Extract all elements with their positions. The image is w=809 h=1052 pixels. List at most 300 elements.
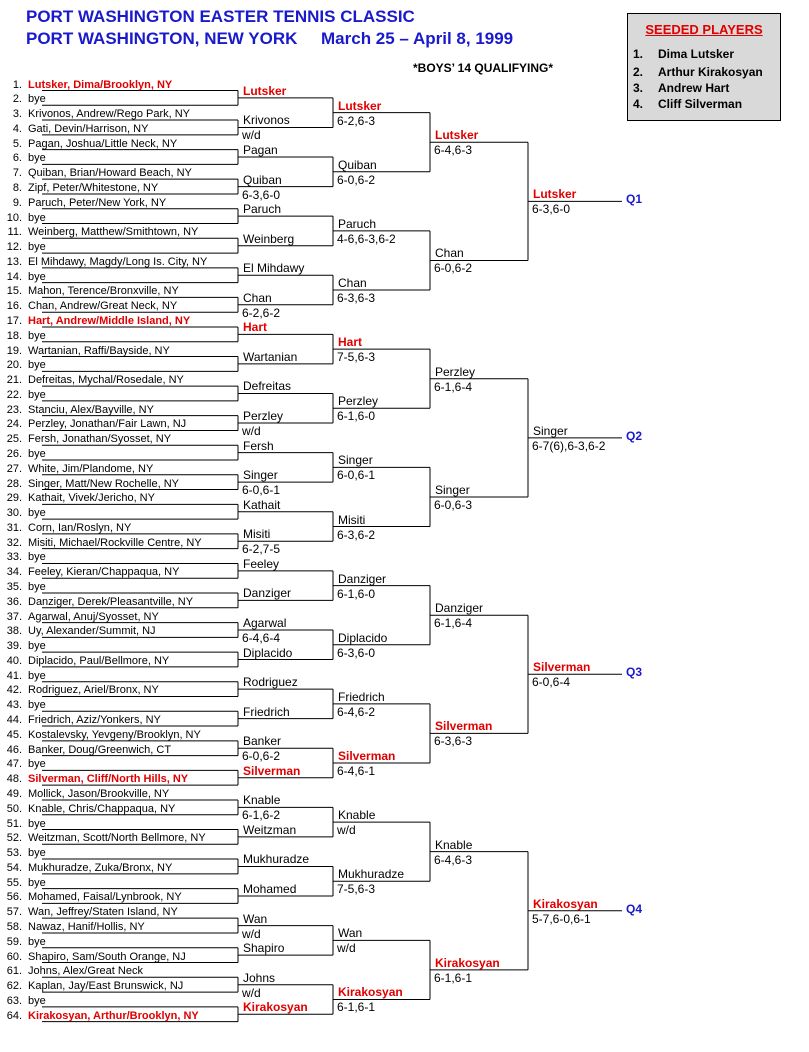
seed-number: 3.	[633, 81, 644, 95]
match-winner: Knable	[338, 808, 376, 823]
entry-name: bye	[28, 448, 46, 460]
match-winner: Fersh	[243, 438, 274, 453]
entry-name: Johns, Alex/Great Neck	[28, 965, 143, 978]
draw-entry	[4, 818, 46, 831]
entry-number: 29.	[6, 492, 22, 505]
seed-name: Cliff Silverman	[658, 97, 743, 111]
entry-number: 30.	[6, 507, 22, 520]
draw-entry	[4, 374, 184, 387]
entry-name: Defreitas, Mychal/Rosedale, NY	[28, 374, 184, 387]
match-score: 6-1,6-1	[434, 970, 473, 985]
match-score: 6-1,6-1	[337, 1000, 376, 1015]
entry-number: 58.	[6, 920, 22, 933]
match-winner: Knable	[243, 793, 281, 808]
entry-number: 9.	[12, 196, 22, 209]
qualifier-label: Q1	[626, 192, 643, 207]
match-winner: Wartanian	[243, 349, 298, 364]
entry-name: Paruch, Peter/New York, NY	[28, 196, 167, 209]
entry-number: 14.	[6, 270, 22, 283]
entry-number: 3.	[12, 108, 22, 121]
match-winner: Pagan	[243, 143, 278, 157]
match-winner: Mukhuradze	[338, 867, 405, 882]
draw-entry	[4, 951, 186, 964]
draw-entry	[4, 492, 155, 505]
entry-number: 60.	[6, 950, 22, 963]
entry-name: bye	[28, 640, 46, 653]
qualifier-label: Q2	[626, 428, 643, 443]
match-score: 6-4,6-1	[337, 763, 376, 778]
entry-number: 62.	[6, 980, 22, 993]
match-winner: Weinberg	[243, 231, 295, 246]
entry-name: Friedrich, Aziz/Yonkers, NY	[28, 714, 161, 727]
entry-number: 54.	[6, 861, 22, 874]
entry-number: 49.	[6, 787, 22, 800]
match-winner: Kirakosyan	[338, 985, 403, 1000]
match-winner: Singer	[243, 468, 278, 483]
draw-entry	[4, 877, 46, 890]
draw-entry	[4, 655, 169, 668]
entry-number: 20.	[6, 359, 22, 372]
draw-subtitle: *BOYS’ 14 QUALIFYING*	[413, 61, 554, 75]
entry-name: Wartanian, Raffi/Bayside, NY	[28, 344, 170, 357]
draw-entry	[4, 226, 198, 239]
entry-name: bye	[28, 388, 46, 401]
draw-entry	[4, 522, 131, 535]
match-score: 6-0,6-1	[337, 468, 376, 483]
entry-number: 45.	[6, 728, 22, 741]
entry-number: 51.	[6, 817, 22, 830]
entry-number: 50.	[6, 802, 22, 815]
entry-name: Kathait, Vivek/Jericho, NY	[28, 492, 155, 505]
entry-name: Mohamed, Faisal/Lynbrook, NY	[28, 891, 182, 904]
entry-name: Shapiro, Sam/South Orange, NJ	[28, 950, 186, 963]
entry-name: El Mihdawy, Magdy/Long Is. City, NY	[28, 255, 208, 268]
match-winner: Kirakosyan	[435, 955, 500, 970]
draw-entry	[4, 921, 145, 934]
match-winner: Defreitas	[243, 379, 292, 394]
draw-entry	[4, 788, 169, 801]
seed-number: 2.	[633, 65, 644, 79]
entry-number: 31.	[6, 521, 22, 534]
entry-number: 10.	[6, 211, 22, 224]
entry-name: Danziger, Derek/Pleasantville, NY	[28, 595, 194, 608]
entry-name: Mahon, Terence/Bronxville, NY	[28, 285, 179, 298]
entry-name: bye	[28, 699, 46, 712]
match-score: 6-4,6-3	[434, 852, 473, 867]
entry-number: 53.	[6, 847, 22, 860]
entry-number: 35.	[6, 581, 22, 594]
draw-entry	[4, 862, 172, 875]
entry-name: Feeley, Kieran/Chappaqua, NY	[28, 566, 180, 579]
match-winner: Silverman	[435, 719, 493, 734]
draw-entry	[4, 315, 190, 328]
tournament-title: PORT WASHINGTON EASTER TENNIS CLASSIC	[26, 7, 415, 26]
match-score: 6-0,6-2	[434, 261, 473, 276]
match-winner: Krivonos	[243, 113, 290, 128]
entry-number: 21.	[6, 374, 22, 387]
match-winner: Wan	[338, 926, 363, 941]
qualifier-label: Q4	[626, 901, 643, 916]
entry-number: 42.	[6, 684, 22, 697]
draw-entry	[4, 670, 46, 683]
match-winner: Feeley	[243, 556, 280, 571]
match-score: 6-1,6-0	[337, 586, 376, 601]
tournament-location-dates: PORT WASHINGTON, NEW YORK March 25 – April 8, 1999	[26, 29, 514, 48]
entry-number: 47.	[6, 758, 22, 771]
match-score: 6-4,6-2	[337, 704, 376, 719]
match-winner: Quiban	[338, 157, 377, 172]
entry-name: bye	[28, 93, 46, 106]
draw-entry	[4, 936, 46, 949]
draw-entry	[4, 611, 159, 624]
match-winner: Kirakosyan	[533, 896, 598, 911]
draw-entry	[4, 418, 186, 431]
entry-number: 18.	[6, 329, 22, 342]
match-winner: Mohamed	[243, 882, 297, 896]
draw-entry	[4, 699, 46, 712]
draw-entry	[4, 285, 179, 298]
match-score: w/d	[242, 424, 261, 439]
match-winner: Wan	[243, 911, 268, 926]
draw-entry	[4, 478, 179, 491]
entry-name: Agarwal, Anuj/Syosset, NY	[28, 610, 159, 623]
entry-number: 17.	[6, 314, 22, 327]
match-winner: Paruch	[243, 202, 282, 217]
match-winner: Friedrich	[243, 704, 290, 719]
entry-number: 61.	[6, 965, 22, 978]
draw-entry	[4, 758, 46, 771]
draw-entry	[4, 389, 46, 402]
entry-number: 5.	[12, 137, 22, 150]
entry-number: 52.	[6, 832, 22, 845]
entry-name: bye	[28, 551, 46, 564]
draw-entry	[4, 684, 159, 697]
entry-number: 25.	[6, 433, 22, 446]
entry-name: Knable, Chris/Chappaqua, NY	[28, 802, 176, 815]
entry-number: 8.	[12, 181, 22, 194]
entry-number: 1.	[12, 78, 22, 91]
draw-entry	[4, 773, 188, 786]
match-winner: Perzley	[243, 409, 284, 424]
entry-name: bye	[28, 211, 46, 224]
match-winner: Diplacido	[243, 645, 293, 660]
match-winner: Lutsker	[338, 98, 382, 113]
entry-number: 40.	[6, 654, 22, 667]
match-score: 6-3,6-2	[337, 527, 376, 542]
entry-number: 24.	[6, 418, 22, 431]
draw-entry	[4, 463, 153, 476]
seed-name: Dima Lutsker	[658, 47, 735, 61]
match-score: 6-2,6-3	[337, 113, 376, 128]
match-winner: Shapiro	[243, 941, 285, 956]
seed-name: Arthur Kirakosyan	[658, 65, 763, 79]
draw-entry	[4, 625, 156, 638]
match-winner: Quiban	[243, 172, 282, 187]
match-winner: Singer	[533, 423, 568, 438]
entry-number: 4.	[12, 122, 22, 135]
draw-entry	[4, 212, 46, 225]
entry-number: 34.	[6, 566, 22, 579]
qualifier-label: Q3	[626, 665, 643, 680]
entry-number: 57.	[6, 906, 22, 919]
match-score: 6-2,6-2	[242, 305, 281, 320]
draw-entry	[4, 507, 46, 520]
draw-entry	[4, 980, 183, 993]
entry-number: 7.	[12, 167, 22, 180]
entry-name: bye	[28, 817, 46, 830]
match-winner: Weitzman	[243, 822, 297, 837]
match-winner: Danziger	[338, 571, 387, 586]
entry-name: Mollick, Jason/Brookville, NY	[28, 787, 170, 800]
match-winner: Paruch	[338, 216, 377, 231]
draw-entry	[4, 581, 46, 594]
entry-number: 56.	[6, 891, 22, 904]
match-score: 6-1,6-0	[337, 409, 376, 424]
entry-name: Lutsker, Dima/Brooklyn, NY	[28, 78, 173, 91]
entry-name: Krivonos, Andrew/Rego Park, NY	[28, 108, 191, 121]
draw-entry	[4, 197, 166, 210]
match-winner: Danziger	[435, 601, 484, 616]
entry-name: Gati, Devin/Harrison, NY	[28, 122, 149, 135]
match-winner: Chan	[338, 276, 367, 291]
draw-entry	[4, 241, 46, 254]
match-score: 6-0,6-2	[242, 749, 281, 764]
entry-number: 15.	[6, 285, 22, 298]
draw-entry	[4, 965, 143, 978]
draw-entry	[4, 433, 171, 446]
entry-number: 41.	[6, 669, 22, 682]
entry-number: 28.	[6, 477, 22, 490]
match-winner: Rodriguez	[243, 675, 298, 690]
entry-number: 55.	[6, 876, 22, 889]
seed-number: 4.	[633, 97, 644, 111]
draw-entry	[4, 714, 161, 727]
entry-name: Misiti, Michael/Rockville Centre, NY	[28, 536, 202, 549]
entry-number: 32.	[6, 536, 22, 549]
entry-number: 2.	[12, 93, 22, 106]
draw-entry	[4, 566, 179, 579]
match-score: 6-3,6-0	[242, 187, 281, 202]
entry-number: 27.	[6, 462, 22, 475]
draw-entry	[4, 847, 46, 860]
match-winner: Danziger	[243, 586, 292, 601]
draw-entry	[4, 256, 207, 269]
draw-entry	[4, 345, 170, 358]
entry-number: 63.	[6, 994, 22, 1007]
match-winner: Chan	[243, 290, 272, 305]
match-winner: Silverman	[243, 763, 301, 778]
match-score: 6-0,6-3	[434, 497, 473, 512]
entry-name: Fersh, Jonathan/Syosset, NY	[28, 433, 172, 446]
draw-entry	[4, 448, 46, 461]
entry-number: 19.	[6, 344, 22, 357]
draw-entry	[4, 1010, 199, 1023]
seeded-players-title: SEEDED PLAYERS	[645, 22, 763, 37]
entry-number: 16.	[6, 300, 22, 313]
match-winner: Lutsker	[533, 187, 577, 202]
entry-name: Zipf, Peter/Whitestone, NY	[28, 181, 159, 194]
entry-name: bye	[28, 241, 46, 254]
draw-entry	[4, 93, 46, 106]
entry-name: Silverman, Cliff/North Hills, NY	[28, 773, 189, 786]
match-score: 6-3,6-3	[337, 291, 376, 306]
match-winner: Kirakosyan	[243, 1000, 308, 1015]
entry-name: bye	[28, 507, 46, 520]
entry-number: 36.	[6, 595, 22, 608]
draw-entry	[4, 300, 177, 313]
draw-entry	[4, 596, 193, 609]
match-winner: Lutsker	[243, 83, 287, 98]
entry-name: bye	[28, 669, 46, 682]
match-score: w/d	[242, 985, 261, 1000]
entry-name: Weinberg, Matthew/Smithtown, NY	[28, 226, 199, 239]
match-winner: Lutsker	[435, 128, 479, 143]
entry-name: Chan, Andrew/Great Neck, NY	[28, 300, 178, 313]
entry-name: Wan, Jeffrey/Staten Island, NY	[28, 906, 178, 919]
match-winner: Banker	[243, 734, 282, 749]
match-winner: Singer	[435, 482, 470, 497]
entry-number: 12.	[6, 241, 22, 254]
entry-name: Hart, Andrew/Middle Island, NY	[28, 314, 191, 327]
entry-name: bye	[28, 876, 46, 889]
entry-name: bye	[28, 329, 46, 342]
draw-entry	[4, 744, 171, 757]
entry-name: Banker, Doug/Greenwich, CT	[28, 743, 172, 756]
entry-name: bye	[28, 359, 46, 372]
match-score: 6-1,6-2	[242, 808, 281, 823]
match-score: 6-0,6-2	[337, 172, 376, 187]
match-winner: Perzley	[435, 364, 476, 379]
match-winner: Hart	[243, 320, 268, 335]
match-winner: Singer	[338, 453, 373, 468]
draw-entry	[4, 330, 46, 343]
entry-name: Rodriguez, Ariel/Bronx, NY	[28, 684, 159, 697]
match-score: 7-5,6-3	[337, 350, 376, 365]
match-score: 6-1,6-4	[434, 616, 473, 631]
entry-name: bye	[28, 758, 46, 771]
draw-entry	[4, 551, 46, 564]
match-winner: Misiti	[243, 527, 271, 542]
match-score: 6-3,6-0	[337, 645, 376, 660]
draw-entry	[4, 906, 178, 919]
entry-number: 37.	[6, 610, 22, 623]
match-winner: Knable	[435, 837, 473, 852]
match-winner: Silverman	[533, 660, 591, 675]
match-winner: Perzley	[338, 394, 379, 409]
entry-name: Corn, Ian/Roslyn, NY	[28, 521, 132, 534]
match-winner: Kathait	[243, 497, 281, 512]
match-winner: Silverman	[338, 748, 396, 763]
entry-number: 39.	[6, 640, 22, 653]
draw-entry	[4, 891, 182, 904]
match-score: 6-3,6-3	[434, 734, 473, 749]
entry-number: 23.	[6, 403, 22, 416]
draw-entry	[4, 832, 206, 845]
match-winner: Hart	[338, 335, 363, 350]
entry-name: Weitzman, Scott/North Bellmore, NY	[28, 832, 206, 845]
draw-entry	[4, 995, 46, 1008]
match-score: 6-3,6-0	[532, 202, 571, 217]
entry-number: 64.	[6, 1009, 22, 1022]
draw-entry	[4, 404, 154, 417]
entry-number: 33.	[6, 551, 22, 564]
match-winner: Friedrich	[338, 689, 385, 704]
match-score: 6-2,7-5	[242, 542, 281, 557]
entry-number: 43.	[6, 699, 22, 712]
match-winner: El Mihdawy	[243, 261, 305, 276]
draw-entry	[4, 729, 201, 742]
match-score: w/d	[337, 941, 356, 956]
entry-name: bye	[28, 152, 46, 165]
draw-entry	[4, 537, 202, 550]
match-winner: Agarwal	[243, 615, 287, 630]
entry-name: Singer, Matt/New Rochelle, NY	[28, 477, 180, 490]
entry-number: 38.	[6, 625, 22, 638]
draw-entry	[4, 167, 192, 180]
entry-number: 26.	[6, 448, 22, 460]
draw-entry	[4, 182, 158, 195]
match-score: w/d	[242, 128, 261, 143]
draw-entry	[4, 640, 46, 653]
draw-entry	[4, 359, 46, 372]
entry-name: Uy, Alexander/Summit, NJ	[28, 625, 156, 638]
entry-name: Perzley, Jonathan/Fair Lawn, NJ	[28, 418, 187, 431]
entry-name: Pagan, Joshua/Little Neck, NY	[28, 137, 178, 150]
draw-entry	[4, 79, 172, 92]
entry-name: bye	[28, 847, 46, 860]
entry-name: bye	[28, 270, 46, 283]
entry-name: Mukhuradze, Zuka/Bronx, NY	[28, 861, 173, 874]
match-score: 4-6,6-3,6-2	[337, 231, 396, 246]
draw-entry	[4, 123, 148, 136]
draw-entry	[4, 108, 190, 121]
entry-name: Kostalevsky, Yevgeny/Brooklyn, NY	[28, 728, 201, 741]
match-winner: Johns	[243, 970, 276, 985]
match-score: 6-7(6),6-3,6-2	[532, 438, 606, 453]
entry-number: 6.	[12, 152, 22, 165]
entry-number: 59.	[6, 935, 22, 948]
entry-name: bye	[28, 994, 46, 1007]
match-score: 6-1,6-4	[434, 379, 473, 394]
match-score: 5-7,6-0,6-1	[532, 911, 591, 926]
entry-number: 44.	[6, 714, 22, 727]
draw-entry	[4, 138, 177, 151]
entry-name: Stanciu, Alex/Bayville, NY	[28, 403, 154, 416]
match-score: 6-4,6-3	[434, 143, 473, 158]
match-score: 6-0,6-1	[242, 483, 281, 498]
seed-number: 1.	[633, 47, 644, 61]
match-score: w/d	[242, 926, 261, 941]
seed-name: Andrew Hart	[658, 81, 730, 95]
match-score: 7-5,6-3	[337, 882, 376, 897]
entry-name: Quiban, Brian/Howard Beach, NY	[28, 167, 192, 180]
draw-entry	[4, 152, 46, 165]
entry-number: 13.	[6, 255, 22, 268]
match-score: 6-0,6-4	[532, 675, 571, 690]
match-winner: Diplacido	[338, 630, 388, 645]
entry-number: 22.	[6, 388, 22, 401]
entry-name: Nawaz, Hanif/Hollis, NY	[28, 920, 145, 933]
draw-entry	[4, 803, 175, 816]
entry-name: White, Jim/Plandome, NY	[28, 462, 154, 475]
entry-name: Kirakosyan, Arthur/Brooklyn, NY	[28, 1009, 199, 1022]
match-score: w/d	[337, 823, 356, 838]
entry-name: bye	[28, 581, 46, 594]
entry-name: Diplacido, Paul/Bellmore, NY	[28, 654, 170, 667]
match-winner: Misiti	[338, 512, 366, 527]
draw-entry	[4, 271, 46, 284]
entry-name: bye	[28, 935, 46, 948]
